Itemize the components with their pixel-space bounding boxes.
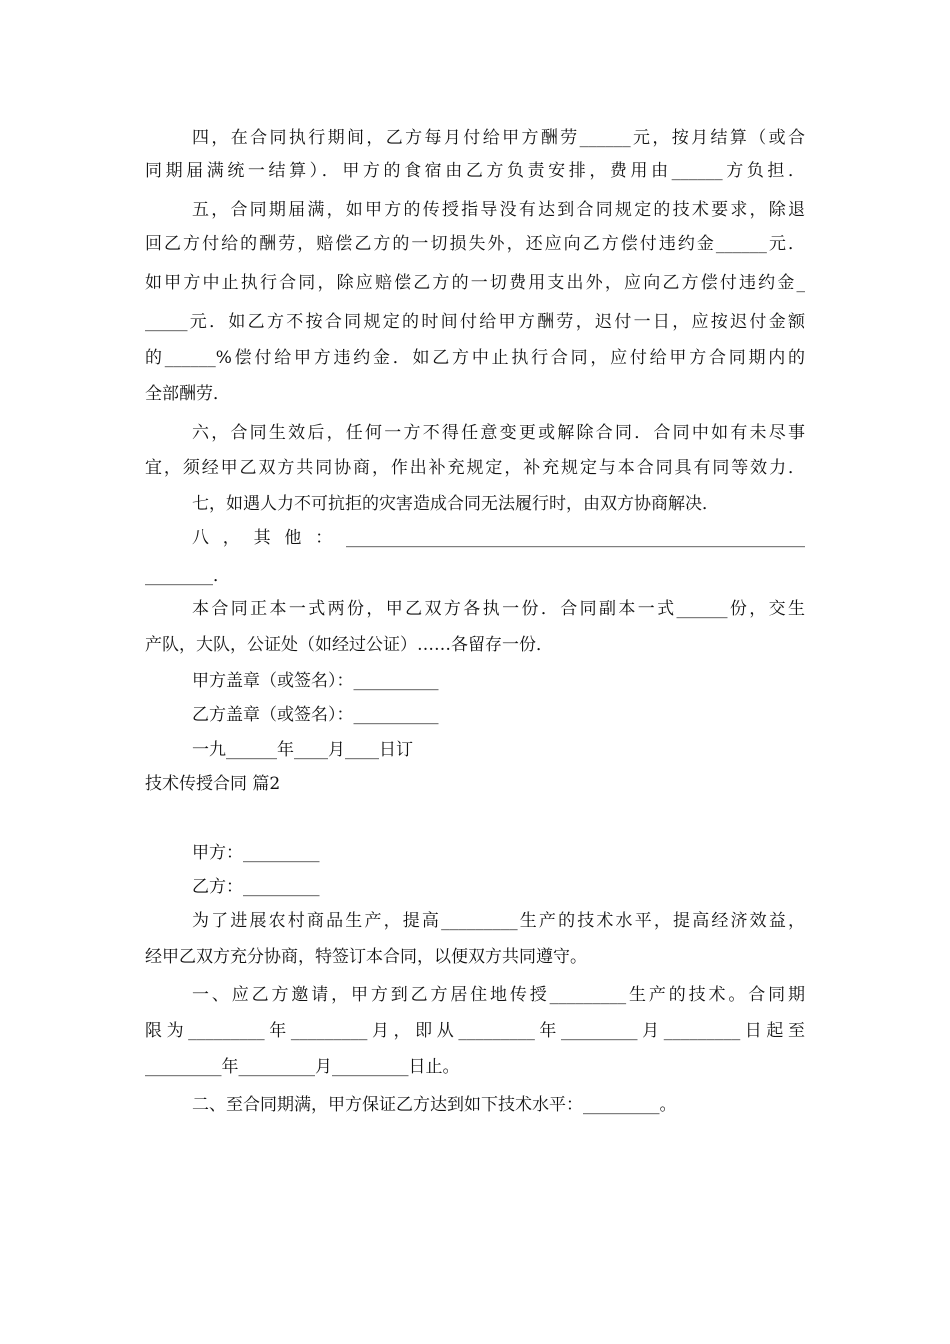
article-2: 二、至合同期满，甲方保证乙方达到如下技术水平：_________。	[192, 1095, 677, 1115]
clause-8-line-2: ________．	[145, 566, 230, 586]
clause-5-line-2: 回乙方付给的酬劳，赔偿乙方的一切损失外，还应向乙方偿付违约金______元．	[145, 234, 805, 254]
article-1-line-3: _________年_________月_________日止。	[145, 1057, 460, 1077]
party-a-seal: 甲方盖章（或签名）：__________	[192, 671, 439, 691]
clause-5-line-5: 的______%偿付给甲方违约金．如乙方中止执行合同，应付给甲方合同期内的	[145, 348, 805, 368]
copies-line-2: 产队，大队，公证处（如经过公证）……各留存一份．	[145, 635, 553, 655]
clause-4-line-2: 同期届满统一结算）．甲方的食宿由乙方负责安排，费用由______方负担．	[145, 161, 805, 181]
clause-4-line-1: 四，在合同执行期间，乙方每月付给甲方酬劳______元，按月结算（或合	[192, 128, 805, 148]
preamble-line-1: 为了进展农村商品生产，提高_________生产的技术水平，提高经济效益，	[192, 911, 805, 931]
section-title: 技术传授合同 篇2	[145, 774, 281, 794]
clause-6-line-1: 六，合同生效后，任何一方不得任意变更或解除合同．合同中如有未尽事	[192, 423, 805, 443]
article-1-line-2: 限为_________年_________月，即从_________年_________月_________日起至	[145, 1021, 805, 1041]
party-b-seal: 乙方盖章（或签名）：__________	[192, 705, 439, 725]
preamble-line-2: 经甲乙双方充分协商，特签订本合同，以便双方共同遵守。	[145, 947, 587, 967]
clause-5-line-6: 全部酬劳．	[145, 384, 230, 404]
sign-date: 一九______年____月____日订	[192, 740, 413, 760]
clause-5-line-1: 五，合同期届满，如甲方的传授指导没有达到合同规定的技术要求，除退	[192, 200, 805, 220]
article-1-line-1: 一、应乙方邀请，甲方到乙方居住地传授_________生产的技术。合同期	[192, 985, 805, 1005]
clause-6-line-2: 宜，须经甲乙双方共同协商，作出补充规定，补充规定与本合同具有同等效力．	[145, 458, 805, 478]
party-a: 甲方：_________	[192, 843, 320, 863]
clause-7: 七，如遇人力不可抗拒的灾害造成合同无法履行时，由双方协商解决．	[192, 494, 719, 514]
clause-5-line-3: 如甲方中止执行合同，除应赔偿乙方的一切费用支出外，应向乙方偿付违约金_	[145, 273, 805, 293]
clause-8-line-1: 八，其他：______________________________________________________	[192, 528, 805, 548]
clause-5-line-4: _____元．如乙方不按合同规定的时间付给甲方酬劳，迟付一日，应按迟付金额	[145, 312, 805, 332]
party-b: 乙方：_________	[192, 877, 320, 897]
copies-line-1: 本合同正本一式两份，甲乙双方各执一份．合同副本一式______份，交生	[192, 599, 805, 619]
